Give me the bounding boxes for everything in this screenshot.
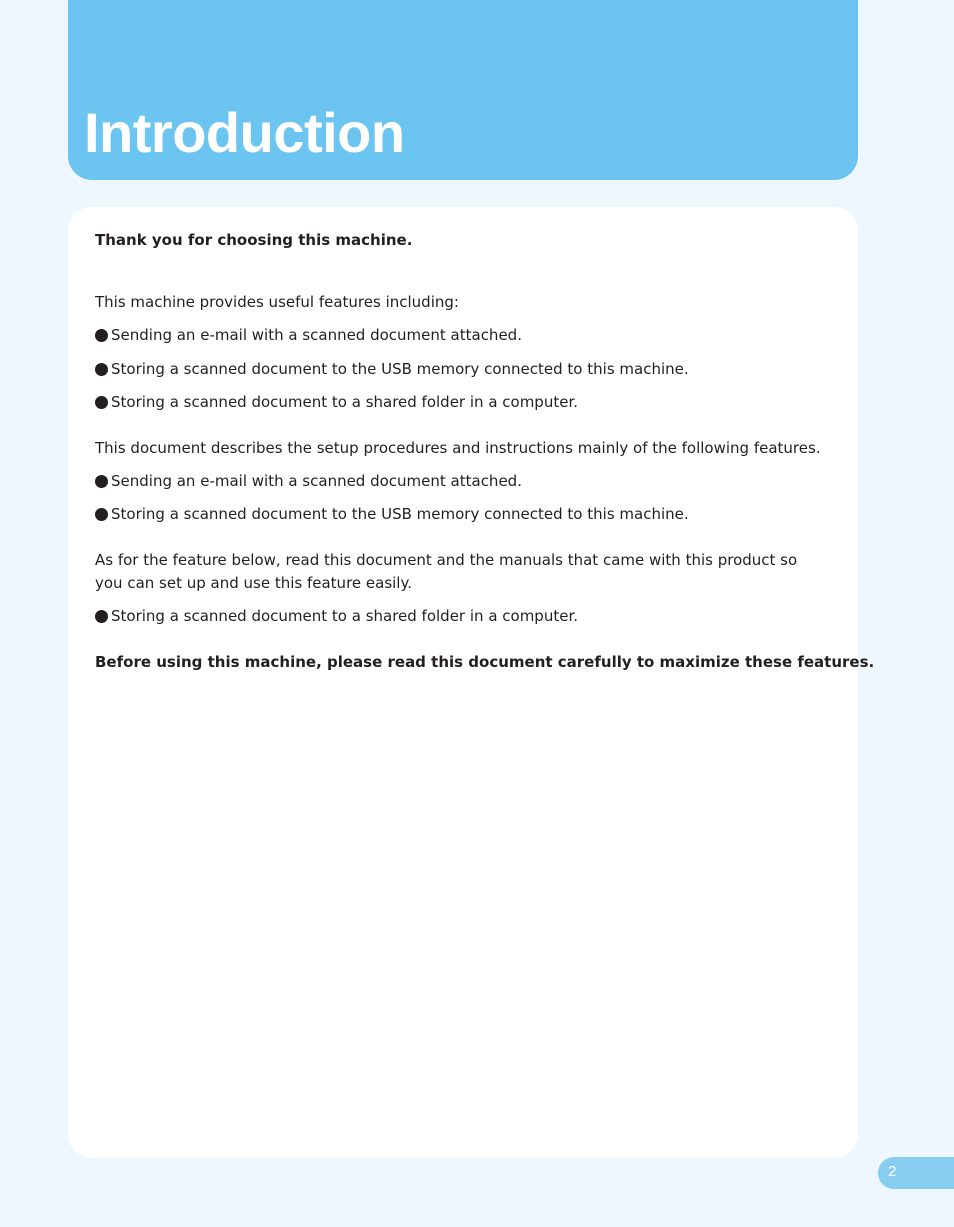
page-title: Introduction bbox=[84, 101, 405, 164]
intro-text: This machine provides useful features including: bbox=[95, 293, 459, 311]
bullet-icon bbox=[95, 363, 108, 376]
page-number-tab bbox=[878, 1157, 954, 1189]
list-item-text: Storing a scanned document to a shared folder in a computer. bbox=[111, 607, 579, 625]
greeting-text: Thank you for choosing this machine. bbox=[95, 231, 413, 249]
list-item-text: Sending an e-mail with a scanned document attached. bbox=[111, 326, 522, 344]
closing-text: Before using this machine, please read this document carefully to maximize these features. bbox=[95, 653, 875, 671]
list-item-text: Storing a scanned document to a shared folder in a computer. bbox=[111, 393, 579, 411]
description-text: This document describes the setup procedures and instructions mainly of the following features. bbox=[95, 439, 821, 457]
list-item bbox=[95, 391, 578, 414]
bullet-icon bbox=[95, 610, 108, 623]
list-item bbox=[95, 358, 689, 381]
content-card bbox=[68, 207, 875, 1158]
list-item bbox=[95, 605, 578, 628]
bullet-icon bbox=[95, 396, 108, 409]
note-text: As for the feature below, read this document and the manuals that came with this product so you can set up and use this feature easily. bbox=[95, 551, 798, 592]
list-item bbox=[95, 324, 522, 347]
list-item bbox=[95, 503, 689, 526]
bullet-icon bbox=[95, 329, 108, 342]
page-number: 2 bbox=[888, 1163, 897, 1180]
list-item-text: Storing a scanned document to the USB memory connected to this machine. bbox=[111, 505, 689, 523]
list-item-text: Storing a scanned document to the USB memory connected to this machine. bbox=[111, 360, 689, 378]
bullet-icon bbox=[95, 508, 108, 521]
header-banner bbox=[68, 0, 858, 180]
list-item bbox=[95, 470, 522, 493]
list-item-text: Sending an e-mail with a scanned document attached. bbox=[111, 472, 522, 490]
bullet-icon bbox=[95, 475, 108, 488]
